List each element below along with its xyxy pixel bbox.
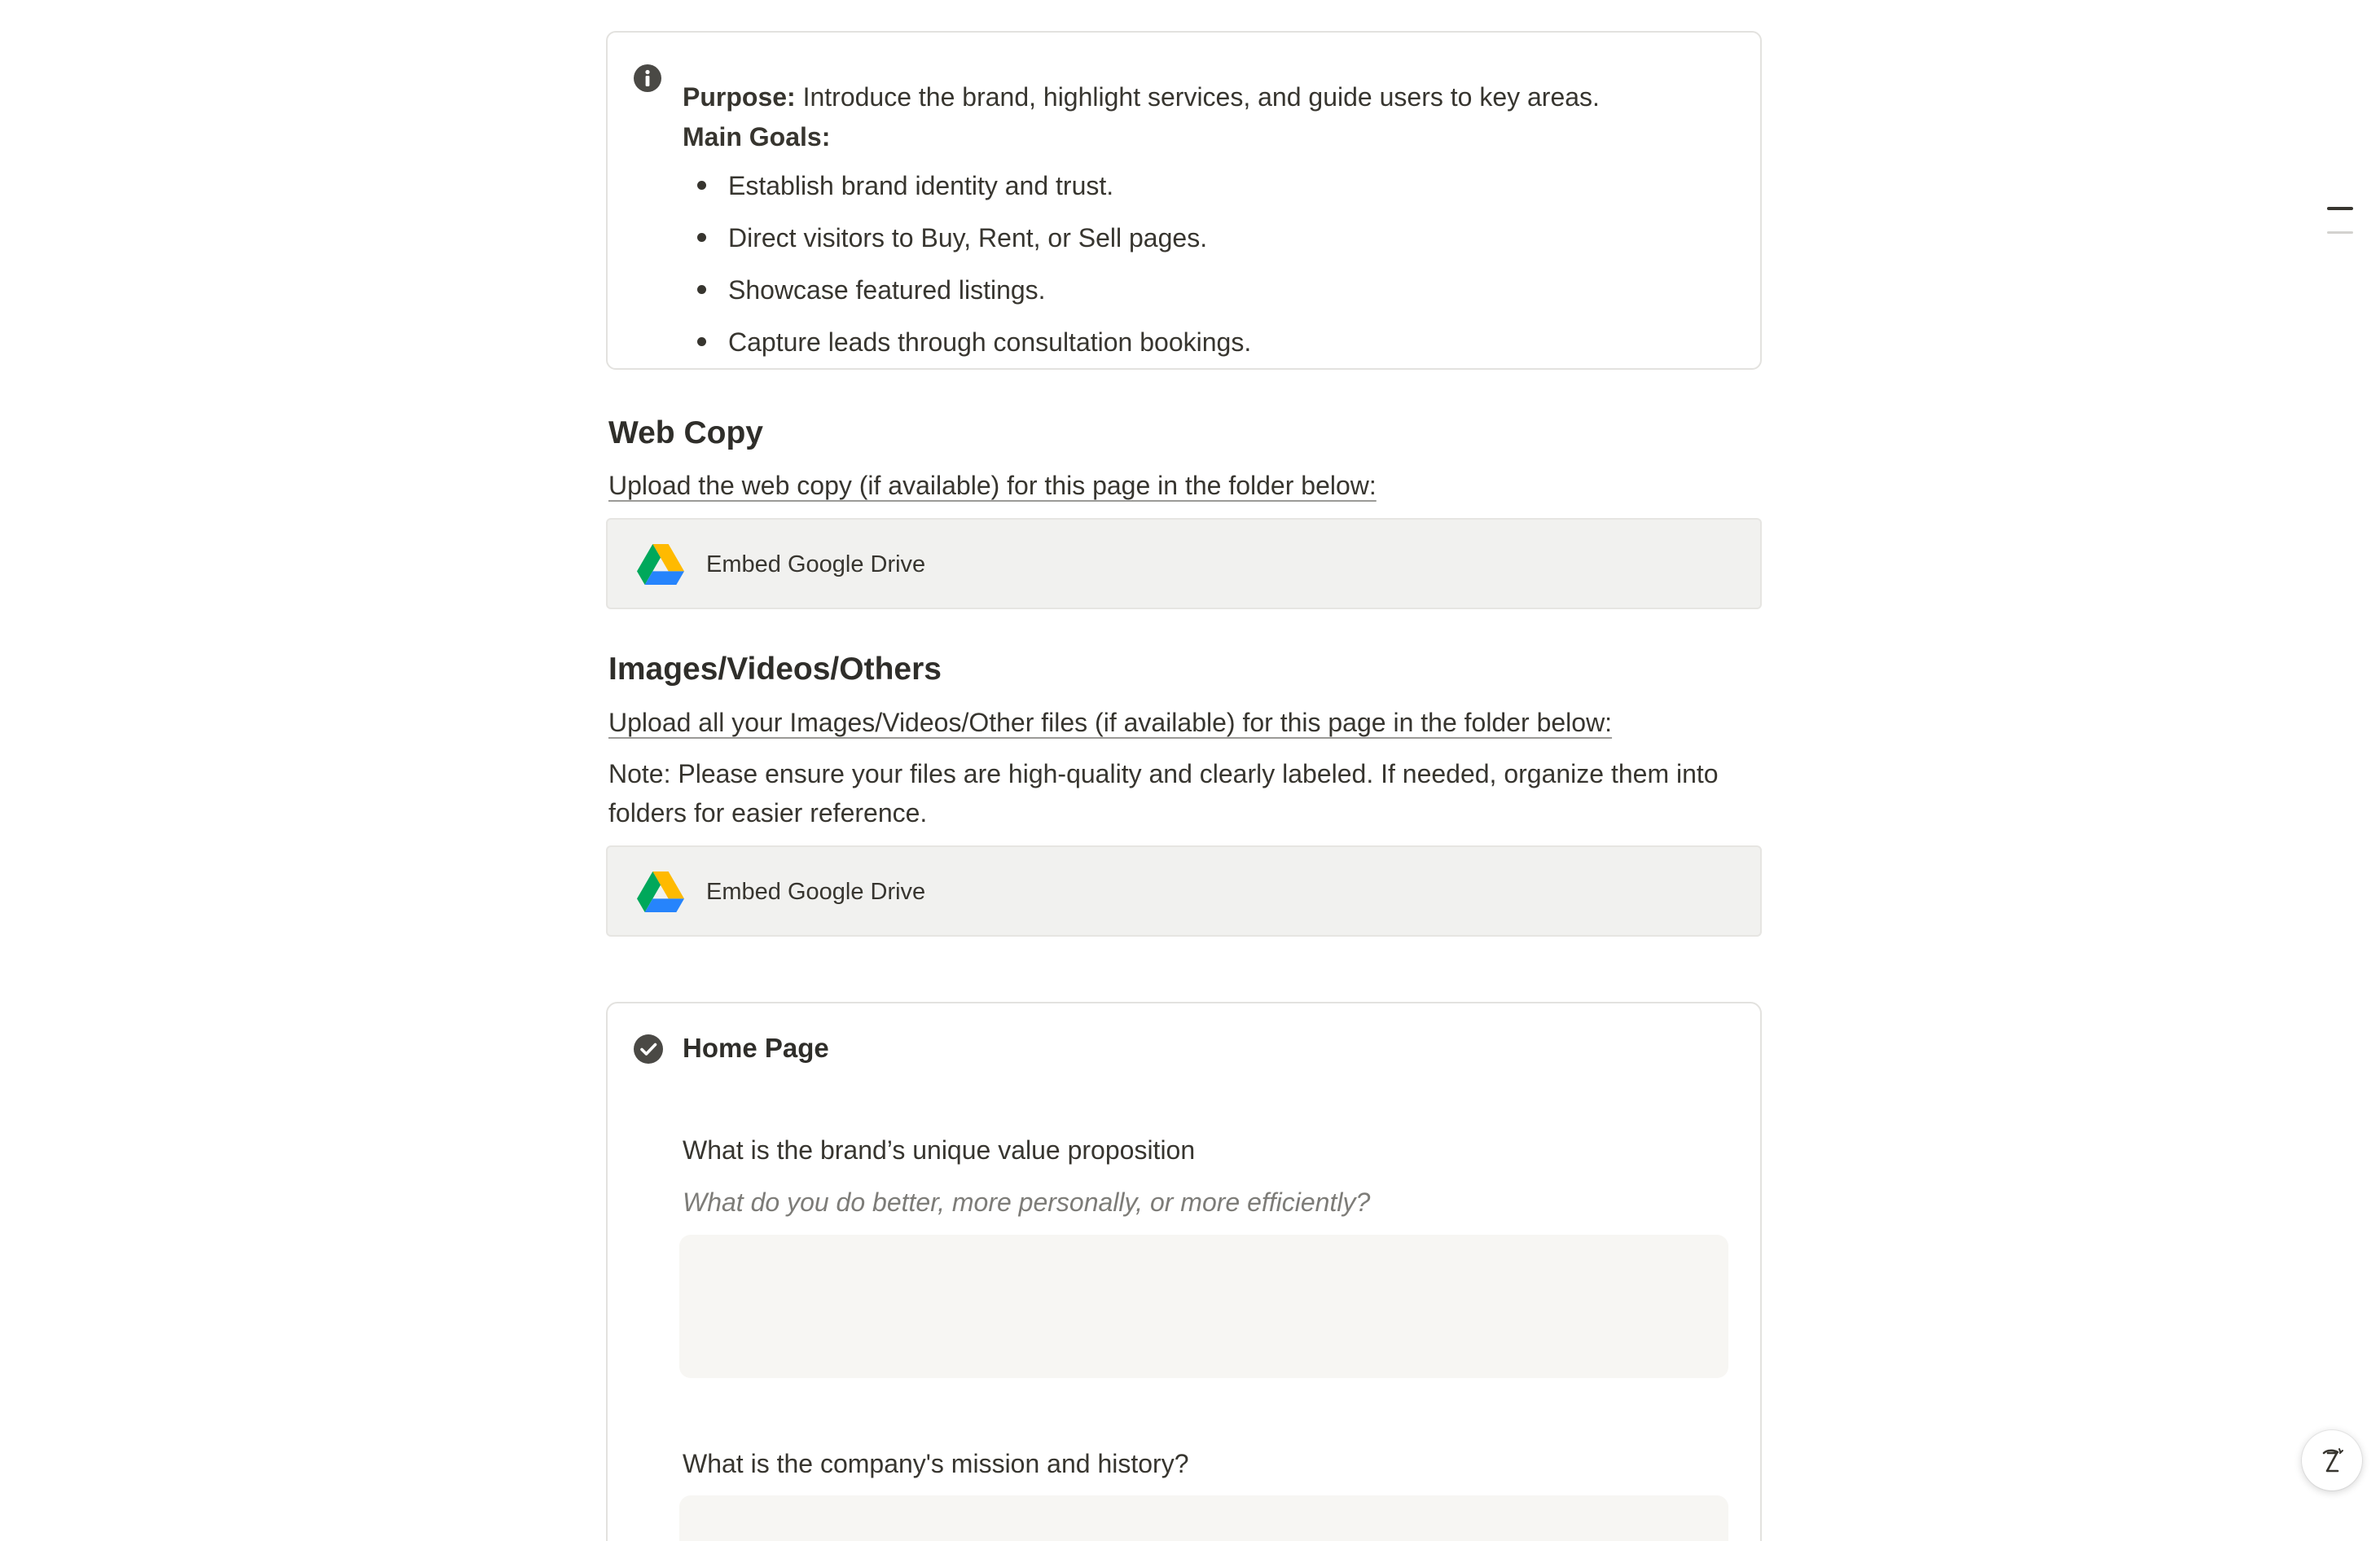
table-of-contents-line[interactable] — [2327, 231, 2353, 234]
value-proposition-input[interactable] — [679, 1235, 1728, 1378]
info-icon — [634, 64, 661, 92]
table-of-contents-icon[interactable] — [2327, 207, 2353, 210]
web-copy-drive-embed[interactable] — [606, 518, 1762, 609]
goals-list — [683, 166, 1251, 375]
home-page-card — [606, 1002, 1762, 1541]
check-circle-icon — [634, 1034, 663, 1064]
goal-item: Showcase featured listings. — [683, 270, 1251, 323]
home-page-title: Home Page — [683, 1033, 829, 1063]
purpose-text: Introduce the brand, highlight services, and guide users to key areas. — [802, 82, 1600, 112]
bullet-icon — [697, 181, 706, 190]
goals-label: Main Goals: — [683, 122, 831, 151]
question-label: What is the brand’s unique value proposition — [683, 1135, 1196, 1165]
media-drive-embed[interactable] — [606, 845, 1762, 937]
google-drive-icon — [637, 871, 684, 914]
help-icon — [2317, 1446, 2347, 1475]
purpose-label: Purpose: — [683, 82, 796, 112]
media-upload-link[interactable]: Upload all your Images/Videos/Other files (if available) for this page in the folder below: — [608, 708, 1613, 737]
goal-item: Direct visitors to Buy, Rent, or Sell pages. — [683, 218, 1251, 270]
google-drive-icon — [637, 544, 684, 586]
mission-history-input[interactable] — [679, 1495, 1728, 1541]
media-note-line-2: folders for easier reference. — [608, 798, 928, 828]
bullet-icon — [697, 337, 706, 346]
embed-label: Embed Google Drive — [706, 551, 926, 577]
question-hint: What do you do better, more personally, or more efficiently? — [683, 1188, 1371, 1217]
media-note — [608, 754, 1765, 832]
embed-label: Embed Google Drive — [706, 879, 926, 905]
purpose-line — [683, 77, 1600, 116]
help-button[interactable] — [2302, 1430, 2362, 1491]
goal-item: Capture leads through consultation bookings. — [683, 323, 1251, 375]
purpose-callout — [606, 31, 1762, 370]
question-label: What is the company's mission and history? — [683, 1449, 1189, 1478]
web-copy-upload-link[interactable]: Upload the web copy (if available) for this page in the folder below: — [608, 471, 1377, 500]
goal-item: Establish brand identity and trust. — [683, 166, 1251, 218]
bullet-icon — [697, 285, 706, 294]
web-copy-heading: Web Copy — [608, 415, 763, 450]
bullet-icon — [697, 233, 706, 242]
media-heading: Images/Videos/Others — [608, 652, 942, 687]
media-note-line-1: Note: Please ensure your files are high-quality and clearly labeled. If needed, organize them into — [608, 759, 1719, 788]
